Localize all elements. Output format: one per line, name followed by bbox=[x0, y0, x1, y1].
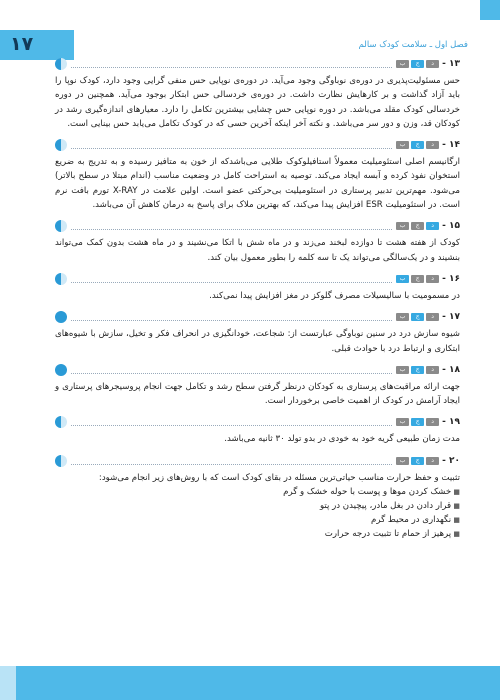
option-badges bbox=[396, 222, 439, 230]
badge-correct: ج bbox=[411, 418, 424, 426]
question-number: ۲۰ - bbox=[442, 455, 460, 466]
question-number: ۱۵ - bbox=[442, 221, 460, 232]
question-header bbox=[55, 363, 460, 377]
question-number: ۱۴ - bbox=[442, 140, 460, 151]
badge: د bbox=[426, 313, 439, 321]
answer-text: کودک از هفته هشت تا دوازده لبخند می‌زند و در ماه شش با اتکا می‌نشیند و در ماه هشت بدون کمک می‌تواند بنشیند و در یک‌سالگی می‌تواند یک تا سه کلمه را بطور معمول بیان کند. bbox=[55, 238, 460, 263]
answer-text: جهت ارائه مراقبت‌های پرستاری به کودکان درنظر گرفتن سطح رشد و تکامل جهت انجام پروسیجرهای پرستاری و ایجاد آرامش در کودک از اهمیت خاصی برخوردار است. bbox=[55, 381, 460, 407]
badge-correct: ج bbox=[411, 141, 424, 149]
option-badges bbox=[396, 60, 439, 68]
difficulty-icon bbox=[55, 455, 67, 467]
question-19 bbox=[55, 415, 460, 446]
badge: ج bbox=[411, 275, 424, 283]
question-number: ۱۸ - bbox=[442, 364, 460, 375]
footer-tab bbox=[0, 666, 16, 700]
question-header bbox=[55, 310, 460, 324]
badge-correct: ج bbox=[411, 457, 424, 465]
page-number: ۱۷ bbox=[10, 33, 34, 55]
question-14 bbox=[55, 138, 460, 212]
corner-accent bbox=[480, 0, 500, 20]
dotted-leader bbox=[71, 222, 392, 230]
answers-content bbox=[55, 57, 460, 548]
badge: د bbox=[426, 457, 439, 465]
difficulty-icon bbox=[55, 273, 67, 285]
page-footer bbox=[0, 666, 500, 700]
dotted-leader bbox=[71, 457, 392, 465]
difficulty-icon bbox=[55, 58, 67, 70]
badge: د bbox=[426, 275, 439, 283]
question-17 bbox=[55, 310, 460, 356]
badge: د bbox=[426, 418, 439, 426]
option-badges bbox=[396, 366, 439, 374]
option-badges bbox=[396, 418, 439, 426]
question-header bbox=[55, 415, 460, 429]
question-header bbox=[55, 219, 460, 233]
badge-correct: ب bbox=[396, 275, 409, 283]
badge: ب bbox=[396, 222, 409, 230]
question-13 bbox=[55, 57, 460, 131]
badge: ب bbox=[396, 141, 409, 149]
answer-text: در مسمومیت با سالیسیلات مصرف گلوکز در مغز افزایش پیدا نمی‌کند. bbox=[209, 290, 460, 301]
difficulty-icon bbox=[55, 364, 67, 376]
difficulty-icon bbox=[55, 311, 67, 323]
question-number: ۱۷ - bbox=[442, 312, 460, 323]
option-badges bbox=[396, 313, 439, 321]
bullet-item: ■ خشک کردن موها و پوست با حوله خشک و گرم bbox=[55, 485, 460, 499]
badge: ب bbox=[396, 313, 409, 321]
question-number: ۱۶ - bbox=[442, 273, 460, 284]
question-header bbox=[55, 138, 460, 152]
question-16 bbox=[55, 272, 460, 303]
badge: د bbox=[426, 366, 439, 374]
question-header bbox=[55, 454, 460, 468]
dotted-leader bbox=[71, 60, 392, 68]
answer-text: تثبیت و حفظ حرارت مناسب حیاتی‌ترین مسئله در بقای کودک است که با روش‌های زیر انجام می‌شود: bbox=[98, 472, 460, 483]
badge: د bbox=[426, 60, 439, 68]
option-badges bbox=[396, 275, 439, 283]
difficulty-icon bbox=[55, 139, 67, 151]
badge-correct: ج bbox=[411, 60, 424, 68]
question-18 bbox=[55, 363, 460, 409]
bullet-item: ■ پرهیز از حمام تا تثبیت درجه حرارت bbox=[55, 527, 460, 541]
dotted-leader bbox=[71, 418, 392, 426]
dotted-leader bbox=[71, 141, 392, 149]
chapter-title: فصل اول ـ سلامت کودک سالم bbox=[358, 40, 468, 50]
answer-text: شیوه سازش درد در سنین نوباوگی عبارتست از: شجاعت، خودانگیزی در انحراف فکر و تخیل، سازش با شیوه‌های ابتکاری و ارتباط درد با حوادث قبلی. bbox=[55, 329, 460, 354]
dotted-leader bbox=[71, 275, 392, 283]
badge: د bbox=[426, 141, 439, 149]
option-badges bbox=[396, 457, 439, 465]
question-number: ۱۹ - bbox=[442, 417, 460, 428]
question-15 bbox=[55, 219, 460, 265]
badge: ب bbox=[396, 60, 409, 68]
badge-correct: د bbox=[426, 222, 439, 230]
answer-text: ارگانیسم اصلی استئومیلیت معمولاً استافیلوکوک طلایی می‌باشد‌که از خون به متافیز رسیده و به تدریج به ضریع استخوان نفوذ کرده و آبسه ایجاد می‌کند. توصیه به استراحت کامل در وضعیت مناسب (اندام مبتلا در سطح بالاتر) می‌شود. مهم‌ترین تدبیر پرستاری در استئومیلیت بی‌حرکتی عضو است. اولین علامت در X-RAY تورم بافت نرم است. در استئومیلیت ESR افزایش پیدا می‌کند، که بهترین ملاک برای پاسخ به درمان کاهش آن می‌باشد. bbox=[55, 157, 460, 211]
difficulty-icon bbox=[55, 416, 67, 428]
question-number: ۱۳ - bbox=[442, 59, 460, 69]
badge: ب bbox=[396, 418, 409, 426]
badge: ج bbox=[411, 222, 424, 230]
bullet-item: ■ نگهداری در محیط گرم bbox=[55, 513, 460, 527]
dotted-leader bbox=[71, 366, 392, 374]
badge: ب bbox=[396, 457, 409, 465]
badge-correct: ج bbox=[411, 313, 424, 321]
bullet-list bbox=[55, 485, 460, 541]
answer-text: مدت زمان طبیعی گریه خود به خودی در بدو تولد ۳۰ ثانیه می‌باشد. bbox=[224, 434, 460, 445]
dotted-leader bbox=[71, 313, 392, 321]
badge-correct: ج bbox=[411, 366, 424, 374]
option-badges bbox=[396, 141, 439, 149]
question-20 bbox=[55, 454, 460, 541]
question-header bbox=[55, 272, 460, 286]
badge: ب bbox=[396, 366, 409, 374]
difficulty-icon bbox=[55, 220, 67, 232]
question-header bbox=[55, 57, 460, 71]
bullet-item: ■ قرار دادن در بغل مادر، پیچیدن در پتو bbox=[55, 499, 460, 513]
answer-text: حس مسئولیت‌پذیری در دوره‌ی نوباوگی وجود می‌آید. در دوره‌ی نوپایی حس منفی گرایی وجود دارد، کودک نوپا را باید آزاد گذاشت و بر کارهایش نظارت داشت. در دوره‌ی خردسالی حس ابتکار بوجود می‌آید. همچنین در دوره خردسالی کودک مقلد می‌باشد. در دوره نوپایی حس چشایی بیشترین تکامل را دارد. معیارهای اندازه‌گیری رشد در کودکان قد، وزن و دور سر می‌باشد. و نکته آخر اینکه آخرین حسی که در کودک تکامل می‌یابد حس بینایی است. bbox=[55, 76, 460, 129]
